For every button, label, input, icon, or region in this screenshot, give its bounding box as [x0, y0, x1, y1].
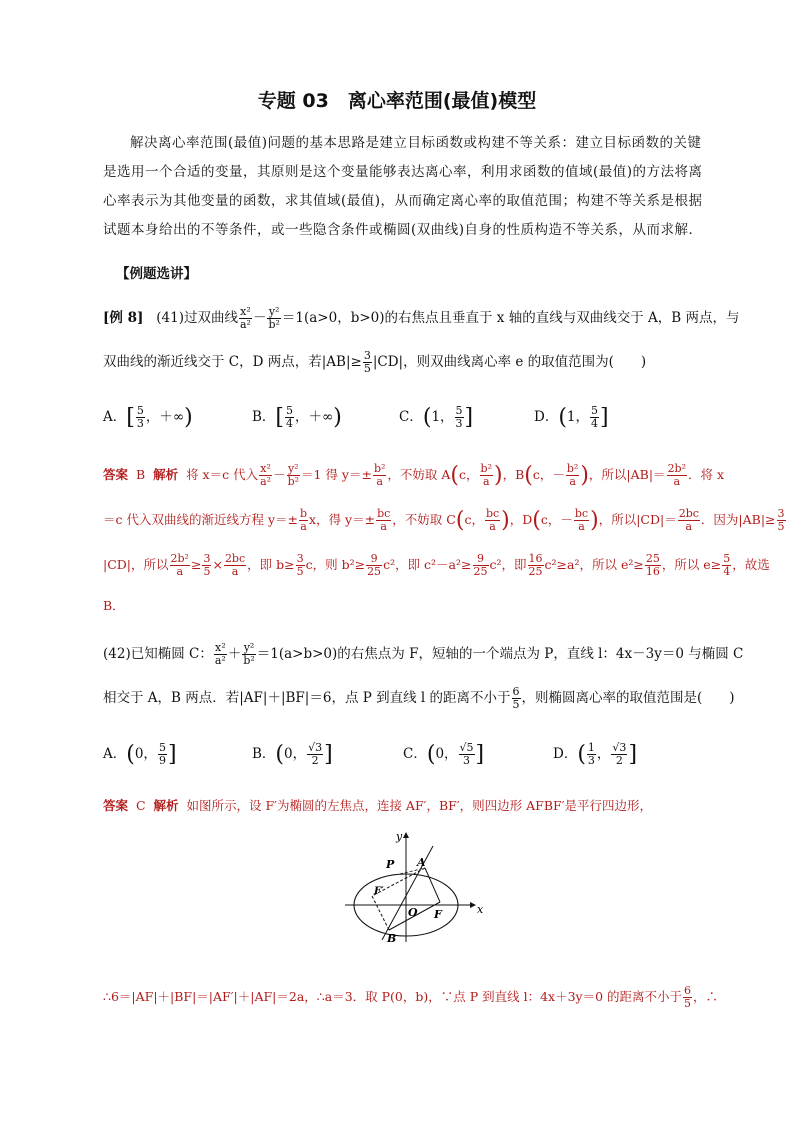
label-P: P: [386, 858, 395, 871]
q41-solution-line4: B．: [103, 598, 125, 613]
frac-y2-b2: $\frac{\text{y²}}{\text{b²}}$: [268, 305, 280, 331]
section-label: 【例题选讲】: [116, 266, 197, 282]
label-x: x: [477, 903, 484, 916]
frac-3-5: $\frac{3}{5}$: [363, 349, 371, 375]
q42-option-a: A．(0， $\frac{5}{9}$ ]: [103, 741, 177, 767]
frac-x2-a2: $\frac{\text{x²}}{\text{a²}}$: [239, 305, 251, 331]
q42-line2: 相交于 A，B 两点．若|AF|＋|BF|＝6，点 P 到直线 l 的距离不小于 $\frac{6}{5}$ ，则椭圆离心率的取值范围是( ): [103, 685, 735, 711]
page-title: 专题 03 离心率范围(最值)模型: [257, 90, 537, 112]
label-A: A: [417, 856, 426, 869]
q41-solution-line3: |CD|，所以 $\frac{\text{2b²}}{a}$ ≥ $\frac{3}{5}$ × $\frac{2bc}{a}$ ，即 b≥ $\frac{3}{5}$ c，则 b²≥ $\frac{9}{25}$ c²，即 c²－a²≥ $\frac{9}{25}$ c²，即 $\frac{16}{25}$ c²≥a²，所以 e²≥ $\frac{25}{16}$ ，所以 e≥ $\frac{5}{4}$ ，故选: [103, 552, 770, 578]
q41-option-b: B．[ $\frac{5}{4}$ ，＋∞): [252, 404, 342, 430]
q41-line2: [103, 350, 646, 375]
q41-solution-line1: 答案 B 解析 将 x＝c 代入 $\frac{\text{x²}}{\text{a²}}$ － $\frac{\text{y²}}{\text{b²}}$ ＝1 得 y＝± $\frac{\text{b²}}{a}$ ，不妨取 A(c， $\frac{\text{b²}}{a}$ )，B(c，－ $\frac{\text{b²}}{a}$ )，所以|AB|＝ $\frac{\text{2b²}}{a}$ ．将 x: [103, 462, 725, 488]
label-F: F: [434, 908, 442, 921]
q42-solution-last-line: ∴6＝|AF|＋|BF|＝|AF′|＋|AF|＝2a，∴a＝3．取 P(0，b)，∵点 P 到直线 l：4x＋3y＝0 的距离不小于 $\frac{6}{5}$ ，∴: [103, 984, 719, 1010]
label-y: y: [396, 830, 403, 843]
q41-option-d: D．(1， $\frac{5}{4}$ ]: [534, 404, 609, 430]
q41-text-b: ＝1(a>0，b>0)的右焦点且垂直于 x 轴的直线与双曲线交于 A，B 两点，与: [281, 310, 740, 326]
label-B: B: [387, 932, 397, 945]
q42-solution-line1: 答案 C 解析 如图所示，设 F′为椭圆的左焦点，连接 AF′，BF′，则四边形 AFBF′是平行四边形，: [103, 798, 653, 813]
example-label: [例 8]: [103, 310, 144, 326]
q41-solution-line2: ＝c 代入双曲线的渐近线方程 y＝± $\frac{b}{a}$ x，得 y＝± $\frac{bc}{a}$ ，不妨取 C(c， $\frac{bc}{a}$ )，D(c，－ $\frac{bc}{a}$ )，所以|CD|＝ $\frac{2bc}{a}$ ．因为|AB|≥ $\frac{3}{5}$: [103, 507, 785, 533]
q41-text-a: (41)过双曲线: [156, 310, 238, 326]
q41-option-a: A．[ $\frac{5}{3}$ ，＋∞): [103, 404, 193, 430]
intro-paragraph: 解决离心率范围(最值)问题的基本思路是建立目标函数或构建不等关系：建立目标函数的关键是选用一个合适的变量，其原则是这个变量能够表达离心率，利用求函数的值域(最值)的方法将离心率表示为其他变量的函数，求其值域(最值)，从而确定离心率的取值范围；构建不等关系是根据试题本身给出的不等条件，或一些隐含条件或椭圆(双曲线)自身的性质构造不等关系，从而求解．: [103, 135, 703, 238]
q42-option-c: C．(0， $\frac{√5}{3}$ ]: [403, 741, 485, 767]
q42-option-d: D．( $\frac{1}{3}$ ， $\frac{√3}{2}$ ]: [553, 741, 638, 767]
q42-line1: (42)已知椭圆 C： $\frac{\text{x²}}{\text{a²}}$ ＋ $\frac{\text{y²}}{\text{b²}}$ ＝1(a>b>0)的右焦点为 F，短轴的一个端点为 P，直线 l：4x－3y＝0 与椭圆 C: [103, 641, 744, 667]
q41-line1: [例 8] (41)过双曲线 $\frac{\text{x²}}{\text{a²}}$ － $\frac{\text{y²}}{\text{b²}}$ ＝1(a>0，b>0)的右焦点且垂直于 x 轴的直线与双曲线交于 A，B 两点，与: [103, 305, 740, 331]
label-F-prime: F′: [374, 886, 384, 897]
q41-line2-a: 双曲线的渐近线交于 C，D 两点，若|AB|≥: [103, 354, 362, 370]
ellipse-diagram: [340, 830, 490, 948]
q42-option-b: B．(0， $\frac{√3}{2}$ ]: [252, 741, 333, 767]
label-O: O: [408, 906, 418, 919]
q41-option-c: C．(1， $\frac{5}{3}$ ]: [399, 404, 474, 430]
q41-line2-b: |CD|，则双曲线离心率 e 的取值范围为( ): [372, 354, 647, 370]
